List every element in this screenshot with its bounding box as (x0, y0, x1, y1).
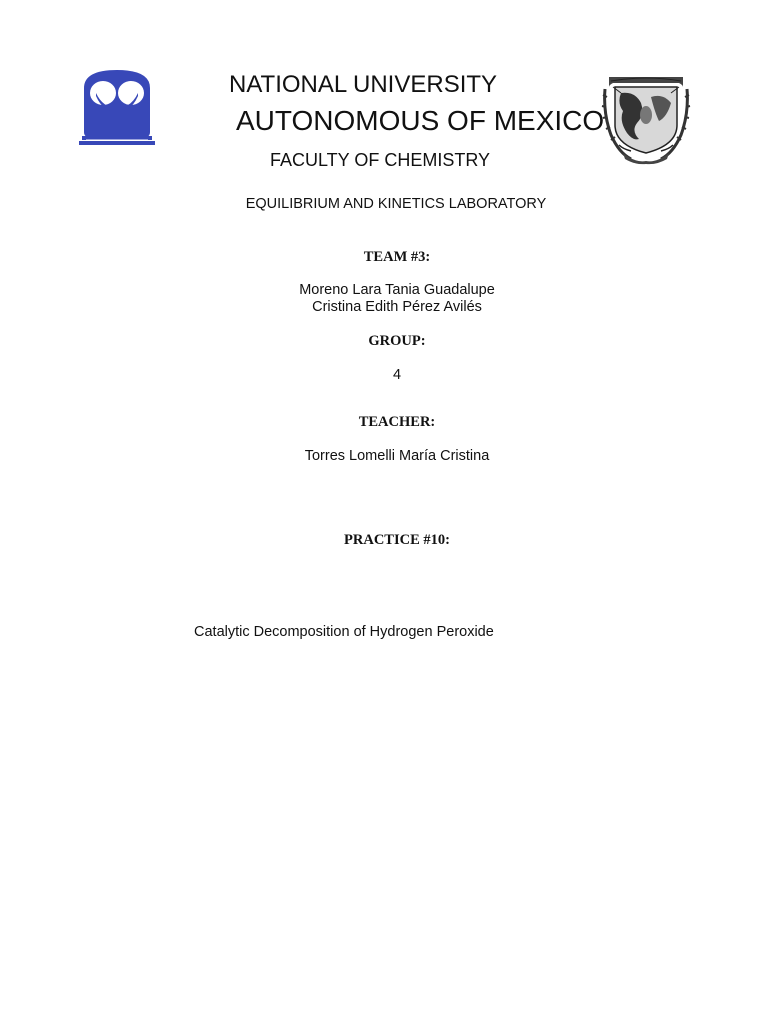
university-name-line1: NATIONAL UNIVERSITY (229, 71, 498, 98)
team-member-1: Moreno Lara Tania Guadalupe (299, 282, 495, 298)
university-name-line2: AUTONOMOUS OF MEXICO (236, 105, 605, 136)
unam-coat-of-arms-icon (601, 73, 691, 165)
team-member-2: Cristina Edith Pérez Avilés (312, 299, 482, 315)
group-value: 4 (392, 367, 402, 383)
faculty-owl-logo-icon (76, 66, 158, 148)
practice-heading: PRACTICE #10: (344, 532, 450, 548)
teacher-heading: TEACHER: (358, 414, 436, 430)
team-heading: TEAM #3: (363, 249, 431, 265)
teacher-name: Torres Lomelli María Cristina (304, 448, 490, 464)
practice-title: Catalytic Decomposition of Hydrogen Peroxide (194, 624, 494, 640)
faculty-name: FACULTY OF CHEMISTRY (270, 150, 491, 170)
laboratory-name: EQUILIBRIUM AND KINETICS LABORATORY (245, 196, 547, 212)
group-heading: GROUP: (368, 333, 426, 349)
